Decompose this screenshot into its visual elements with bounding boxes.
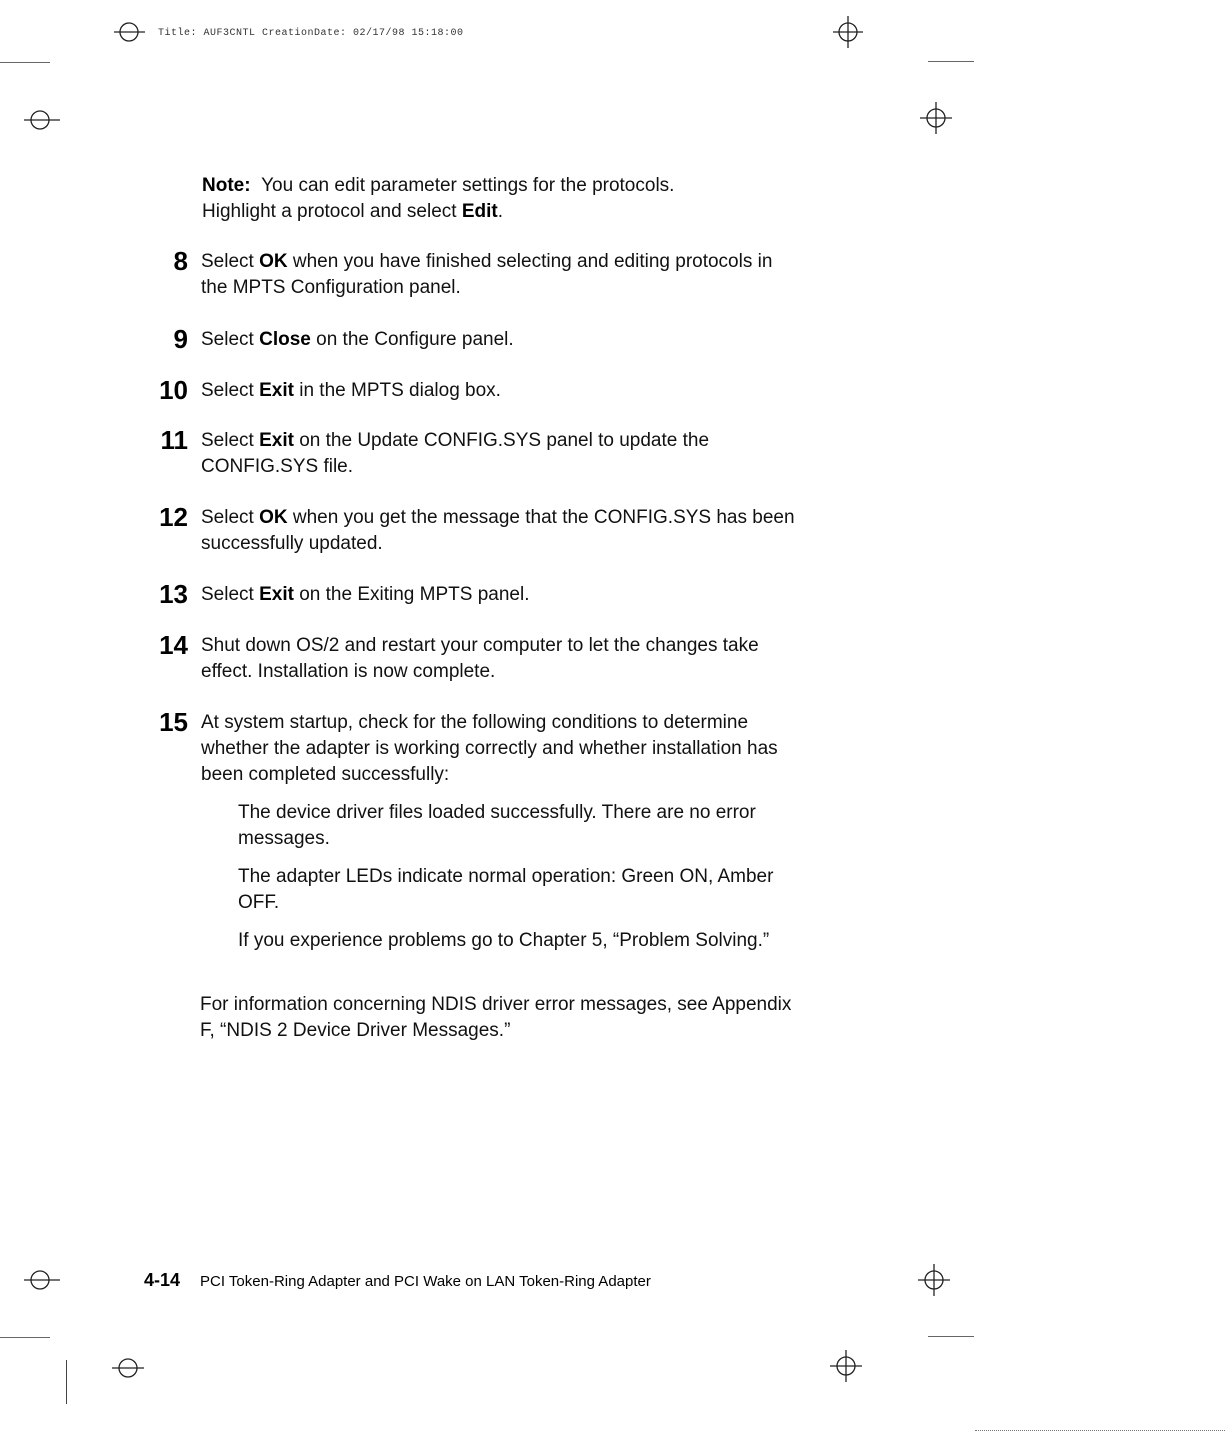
step-number: 9 [173, 324, 188, 354]
step-text: Select Close on the Configure panel. [201, 329, 514, 350]
note-paragraph: Note: You can edit parameter settings for the protocols. Highlight a protocol and select Edit. [202, 175, 675, 222]
scan-artifact-line [975, 1430, 1225, 1432]
registration-mark-icon [830, 14, 866, 50]
registration-mark-icon [22, 106, 62, 134]
crop-line [928, 1336, 974, 1337]
step-text: Select OK when you have finished selecting and editing protocols in the MPTS Configuration panel. [201, 251, 773, 298]
step-number: 11 [160, 425, 188, 455]
condition-item: The device driver files loaded successfully. There are no error messages. [238, 802, 756, 849]
step-text: Shut down OS/2 and restart your computer to let the changes take effect. Installation is now complete. [201, 635, 759, 682]
step-number: 12 [159, 502, 188, 532]
step-number: 13 [159, 579, 188, 609]
registration-mark-icon [916, 1262, 952, 1298]
registration-mark-icon [110, 1354, 146, 1382]
step-number: 10 [159, 375, 188, 405]
step-number: 15 [159, 707, 188, 737]
note-text: You can edit parameter settings for the protocols. [261, 175, 675, 196]
step-text: At system startup, check for the following conditions to determine whether the adapter is working correctly and whether installation has been completed successfully: [201, 712, 778, 785]
step-text: Select Exit in the MPTS dialog box. [201, 380, 501, 401]
registration-mark-icon [828, 1348, 864, 1384]
step-number: 8 [173, 246, 188, 276]
page-footer [144, 1270, 651, 1291]
page-number: 4-14 [144, 1270, 181, 1290]
registration-mark-icon [112, 18, 148, 46]
note-bold-term: Edit [461, 201, 498, 222]
condition-item: If you experience problems go to Chapter 5, “Problem Solving.” [238, 930, 770, 951]
book-title: PCI Token-Ring Adapter and PCI Wake on LAN Token-Ring Adapter [200, 1273, 651, 1290]
print-title-line: Title: AUF3CNTL CreationDate: 02/17/98 15:18:00 [158, 28, 464, 39]
crop-line [0, 62, 50, 63]
registration-mark-icon [22, 1266, 62, 1294]
step-text: Select Exit on the Update CONFIG.SYS panel to update the CONFIG.SYS file. [201, 430, 710, 477]
crop-line [0, 1337, 50, 1338]
crop-line [928, 61, 974, 62]
condition-item: The adapter LEDs indicate normal operation: Green ON, Amber OFF. [238, 866, 774, 913]
registration-mark-icon [918, 100, 954, 136]
step-number: 14 [159, 630, 188, 660]
note-label: Note: [202, 175, 251, 196]
step-text: Select Exit on the Exiting MPTS panel. [201, 584, 530, 605]
closing-paragraph: For information concerning NDIS driver error messages, see Appendix F, “NDIS 2 Device Driver Messages.” [200, 994, 792, 1041]
crop-line-vertical [66, 1360, 67, 1404]
note-text: Highlight a protocol and select [202, 201, 462, 222]
step-text: Select OK when you get the message that the CONFIG.SYS has been successfully updated. [201, 507, 795, 554]
